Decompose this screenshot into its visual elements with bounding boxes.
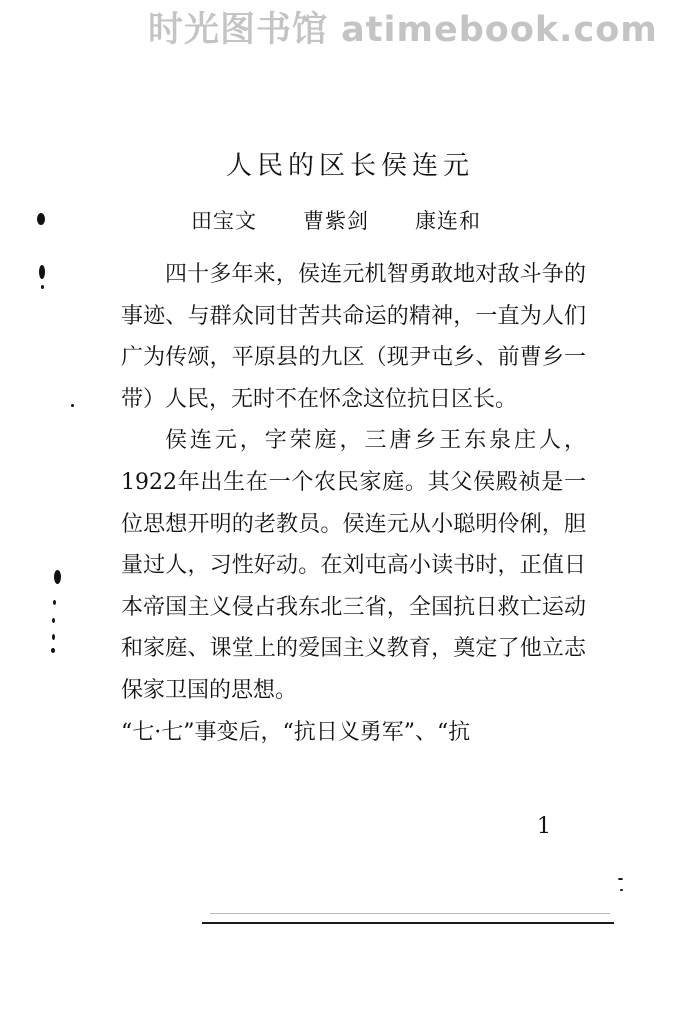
author-name: 康连和	[415, 209, 481, 233]
author-list	[191, 205, 551, 237]
text-line: 一位思想开明的老教员。侯连元从小聪明伶	[121, 469, 586, 537]
scan-speck	[37, 213, 45, 225]
paragraph	[121, 254, 586, 420]
author-name: 曹紫剑	[303, 209, 369, 233]
text-line: （现尹屯乡、前曹乡一带）人民，无时不在	[121, 345, 586, 412]
text-line: 怀念这位抗日区长。	[319, 386, 518, 412]
scan-speck	[618, 878, 623, 880]
article-body	[121, 254, 586, 753]
scan-speck	[54, 570, 61, 584]
scan-speck	[41, 285, 44, 289]
article-title: 人民的区长侯连元	[225, 151, 474, 181]
text-line: 四十多年来，侯连元机智勇敢地对敌	[165, 262, 520, 287]
text-line: 俐，胆量过人，习性好动。在刘屯高小读书	[121, 511, 586, 579]
text-line: 国抗日救亡运动和家庭、课堂上的爱国主义	[121, 594, 586, 662]
footer-rule-faint	[210, 913, 610, 914]
scan-speck	[620, 889, 623, 891]
watermark: 时光图书馆 atimebook.com	[148, 10, 658, 50]
text-line: 斗争的事迹、与群众同甘苦共命运的精	[121, 262, 586, 329]
page-number: 1	[537, 814, 551, 839]
scan-speck	[52, 618, 55, 623]
scan-speck	[39, 265, 45, 279]
scan-speck	[71, 404, 74, 407]
text-line: “七·七”事变后，“抗日义勇军”、“抗	[121, 719, 471, 745]
paragraph	[121, 420, 586, 711]
scan-speck	[52, 634, 55, 640]
text-line: 教育，奠定了他立志保家卫国的思想。	[121, 636, 586, 703]
scan-speck	[53, 600, 56, 605]
paragraph	[121, 712, 586, 754]
footer-rule	[202, 922, 614, 924]
text-line: 时，正值日本帝国主义侵占我东北三省，全	[121, 553, 586, 620]
text-line: 神，一直为人们广为传颂，平原县的九区	[121, 303, 586, 371]
author-name: 田宝文	[191, 209, 257, 233]
text-line: 1922年出生在一个农民家庭。其父侯殿祯是	[121, 469, 564, 495]
scan-speck	[51, 648, 55, 653]
text-line: 侯连元，字荣庭，三唐乡王东泉庄人，	[165, 428, 586, 454]
